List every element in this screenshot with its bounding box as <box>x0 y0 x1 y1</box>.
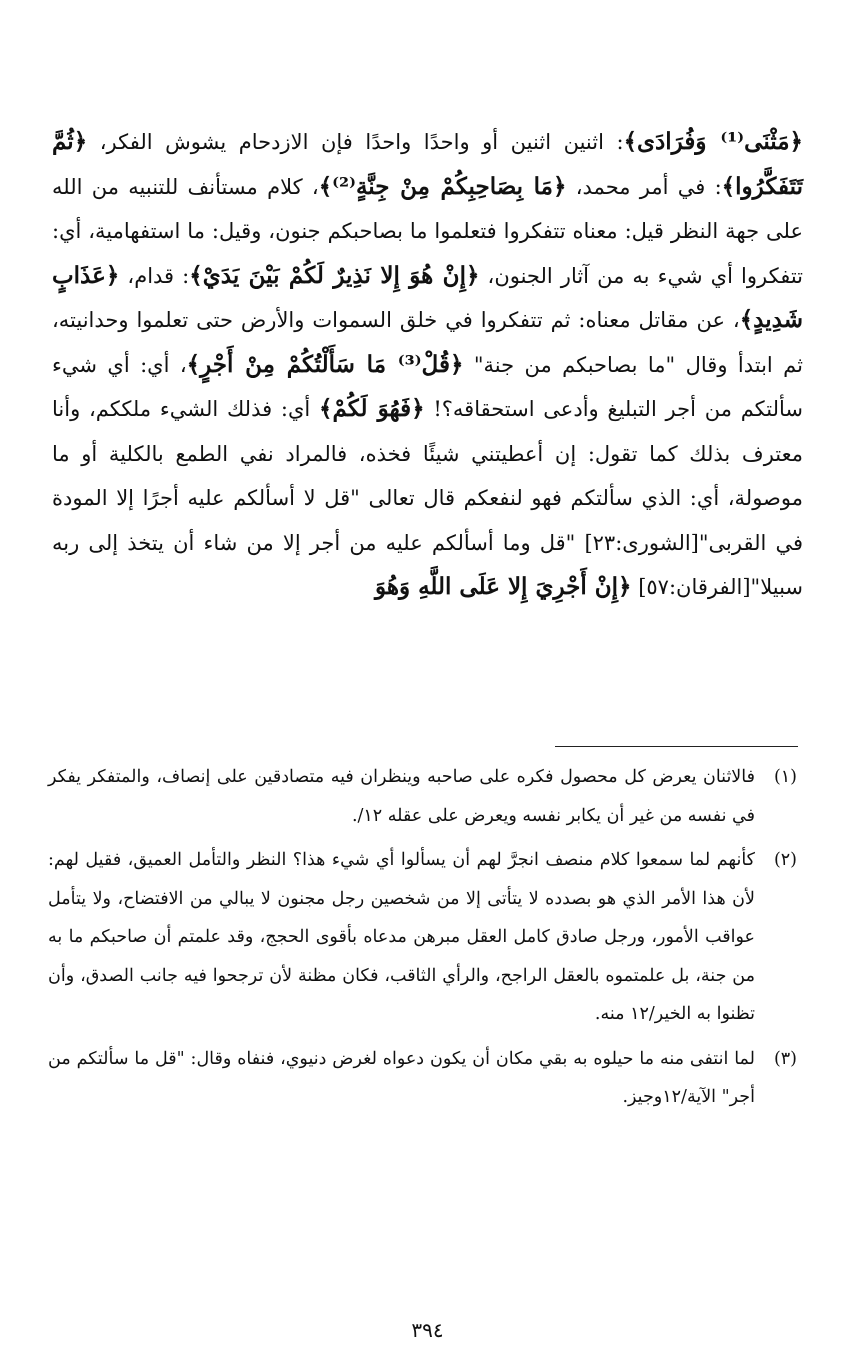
commentary-paragraph: ﴿مَثْنَى⁽¹⁾ وَفُرَادَى﴾: اثنين اثنين أو واحدًا واحدًا فإن الازدحام يشوش الفكر، ﴿ثُمَّ تَتَفَكَّرُوا﴾: في أمر محمد، ﴿مَا بِصَاحِبِكُمْ مِنْ جِنَّةٍ⁽²⁾﴾، كلام مستأنف للتنبيه من الله على جهة النظر قيل: معناه تتفكروا فتعلموا ما بصاحبكم جنون، وقيل: ما استفهامية، أي: تتفكروا أي شيء به من آثار الجنون، ﴿إِنْ هُوَ إِلا نَذِيرٌ لَكُمْ بَيْنَ يَدَيْ﴾: قدام، ﴿عَذَابٍ شَدِيدٍ﴾، عن مقاتل معناه: ثم تتفكروا في خلق السموات والأرض حتى تعلموا وحدانيته، ثم ابتدأ وقال "ما بصاحبكم من جنة" ﴿قُلْ⁽³⁾ مَا سَأَلْتُكُمْ مِنْ أَجْرٍ﴾، أي: أي شيء سألتكم من أجر التبليغ وأدعى استحقاقه؟! ﴿فَهُوَ لَكُمْ﴾ أي: فذلك الشيء ملككم، وأنا معترف بذلك كما تقول: إن أعطيتني شيئًا فخذه، فالمراد نفي الطمع بالكلية أو ما موصولة، أي: الذي سألتكم فهو لنفعكم قال تعالى "قل لا أسألكم عليه أجرًا إلا المودة في القربى"[الشورى:٢٣] "قل وما أسألكم عليه من أجر إلا من شاء أن يتخذ إلى ربه سبيلا"[الفرقان:٥٧] ﴿إِنْ أَجْرِيَ إِلا عَلَى اللَّهِ وَهُوَ <box>52 128 804 600</box>
page-number: ٣٩٤ <box>411 1318 444 1342</box>
footnote-1 <box>48 758 797 835</box>
quran-quote: ﴿مَا بِصَاحِبِكُمْ مِنْ جِنَّةٍ⁽²⁾﴾ <box>318 172 567 200</box>
quran-quote: ﴿مَثْنَى⁽¹⁾ وَفُرَادَى﴾ <box>623 128 803 155</box>
footnote-text: كأنهم لما سمعوا كلام منصف انجرَّ لهم أن يسألوا أي شيء هذا؟ النظر والتأمل العميق، فقيل لهم: لأن هذا الأمر الذي هو بصدده لا يتأتى إلا من شخصين رجل مجنون لا يبالي من الافتضاح، ولا يتأمل عواقب الأمور، ورجل صادق كامل العقل مبرهن مدعاه بأقوى الحجج، وقد علمتم أن صاحبكم ما به من جنة، بل علمتموه بالعقل الراجح، والرأي الثاقب، فكان مظنة لأن ترجحوا فيه جانب الصدق، وأن تظنوا به الخير/١٢ منه. <box>48 850 755 1024</box>
main-text-block <box>52 120 803 610</box>
quran-quote: ﴿إِنْ هُوَ إِلا نَذِيرٌ لَكُمْ بَيْنَ يَدَيْ﴾ <box>189 261 480 289</box>
quran-quote: ﴿قُلْ⁽³⁾ مَا سَأَلْتُكُمْ مِنْ أَجْرٍ﴾ <box>186 350 464 378</box>
quran-quote: ﴿عَذَابٍ شَدِيدٍ﴾ <box>52 261 803 333</box>
footnote-number: (٢) <box>773 850 797 870</box>
quran-quote: ﴿فَهُوَ لَكُمْ﴾ <box>319 395 425 422</box>
footnote-2 <box>48 841 797 1034</box>
footnote-number: (٣) <box>773 1048 797 1069</box>
footnote-text: لما انتفى منه ما حيلوه به بقي مكان أن يكون دعواه لغرض دنيوي، فنفاه وقال: "قل ما سألتكم من أجر" الآية/١٢وجيز. <box>48 1048 755 1107</box>
footnotes <box>48 758 797 1123</box>
quran-quote: ﴿ثُمَّ تَتَفَكَّرُوا﴾ <box>52 128 804 200</box>
quran-quote: ﴿إِنْ أَجْرِيَ إِلا عَلَى اللَّهِ وَهُوَ <box>374 573 632 600</box>
footnote-3 <box>48 1040 797 1117</box>
footnote-separator <box>555 746 798 747</box>
footnote-number: (١) <box>773 767 797 787</box>
footnote-text: فالاثنان يعرض كل محصول فكره على صاحبه وينظران فيه متصادقين على إنصاف، والمتفكر يفكر في نفسه من غير أن يكابر نفسه ويعرض على عقله ١٢/. <box>48 767 755 826</box>
